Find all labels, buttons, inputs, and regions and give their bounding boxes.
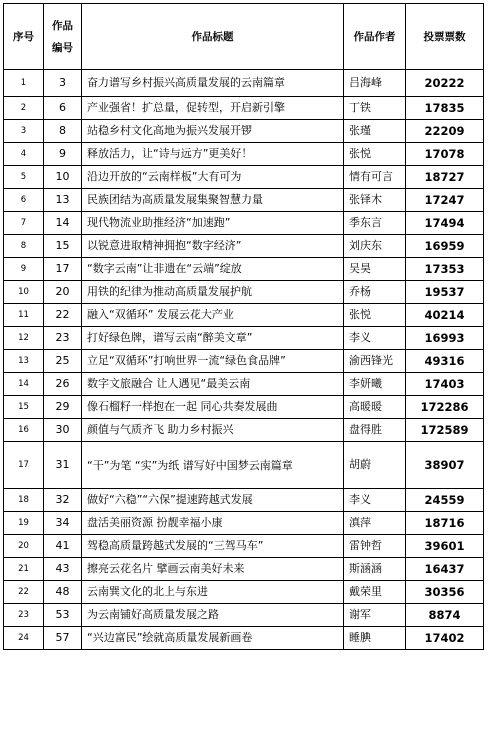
row-author: 李妍曦 (344, 373, 406, 396)
row-index: 8 (4, 235, 44, 258)
table-row (4, 627, 484, 650)
row-author: 乔杨 (344, 281, 406, 304)
table-row (4, 604, 484, 627)
row-code: 15 (44, 235, 82, 258)
table-row (4, 489, 484, 512)
row-votes: 49316 (406, 350, 484, 373)
table-row (4, 396, 484, 419)
header-code (44, 4, 82, 70)
table-row (4, 120, 484, 143)
row-code: 14 (44, 212, 82, 235)
row-votes: 16437 (406, 558, 484, 581)
row-title: 为云南铺好高质量发展之路 (82, 604, 344, 627)
row-author: 吕海峰 (344, 70, 406, 97)
row-index: 23 (4, 604, 44, 627)
row-author: 张瑾 (344, 120, 406, 143)
table-row (4, 327, 484, 350)
row-votes: 17402 (406, 627, 484, 650)
row-index: 15 (4, 396, 44, 419)
row-index: 13 (4, 350, 44, 373)
row-author: 盘得胜 (344, 419, 406, 442)
table-row (4, 350, 484, 373)
table-row (4, 281, 484, 304)
row-title: 立足“双循环”打响世界一流“绿色食品牌” (82, 350, 344, 373)
row-code: 10 (44, 166, 82, 189)
row-votes: 17403 (406, 373, 484, 396)
row-index: 9 (4, 258, 44, 281)
row-title: “兴边富民”绘就高质量发展新画卷 (82, 627, 344, 650)
table-body (4, 70, 484, 650)
row-code: 34 (44, 512, 82, 535)
row-code: 57 (44, 627, 82, 650)
row-index: 11 (4, 304, 44, 327)
row-index: 17 (4, 442, 44, 489)
table-row (4, 304, 484, 327)
row-title: 数字文旅融合 让人遇见“最美云南 (82, 373, 344, 396)
row-votes: 172286 (406, 396, 484, 419)
row-author: 张悦 (344, 143, 406, 166)
row-index: 18 (4, 489, 44, 512)
table-row (4, 535, 484, 558)
row-title: 打好绿色牌，谱写云南“醉美文章” (82, 327, 344, 350)
row-title: 以锐意进取精神拥抱“数字经济” (82, 235, 344, 258)
table-row (4, 189, 484, 212)
row-votes: 17247 (406, 189, 484, 212)
header-index: 序号 (4, 4, 44, 70)
row-code: 48 (44, 581, 82, 604)
row-author: 李义 (344, 489, 406, 512)
table-row (4, 442, 484, 489)
header-row (4, 4, 484, 70)
vote-results-table (3, 3, 484, 650)
table-row (4, 97, 484, 120)
table-row (4, 581, 484, 604)
table-row (4, 419, 484, 442)
table-row (4, 512, 484, 535)
row-code: 41 (44, 535, 82, 558)
row-title: 云南巽文化的北上与东进 (82, 581, 344, 604)
row-code: 43 (44, 558, 82, 581)
row-code: 23 (44, 327, 82, 350)
row-votes: 17353 (406, 258, 484, 281)
row-title: 释放活力，让“诗与远方”更美好！ (82, 143, 344, 166)
row-votes: 22209 (406, 120, 484, 143)
row-title: 融入“双循环” 发展云花大产业 (82, 304, 344, 327)
row-code: 30 (44, 419, 82, 442)
row-index: 14 (4, 373, 44, 396)
row-title: 驾稳高质量跨越式发展的“三驾马车” (82, 535, 344, 558)
row-code: 20 (44, 281, 82, 304)
row-author: 睡腆 (344, 627, 406, 650)
row-votes: 24559 (406, 489, 484, 512)
row-votes: 30356 (406, 581, 484, 604)
table-row (4, 558, 484, 581)
row-author: 雷钟哲 (344, 535, 406, 558)
row-index: 6 (4, 189, 44, 212)
row-votes: 16993 (406, 327, 484, 350)
row-index: 12 (4, 327, 44, 350)
row-author: 戴荣里 (344, 581, 406, 604)
row-code: 31 (44, 442, 82, 489)
row-index: 1 (4, 70, 44, 97)
row-votes: 20222 (406, 70, 484, 97)
row-author: 渝西锋光 (344, 350, 406, 373)
header-code-line2: 编号 (52, 41, 73, 54)
row-code: 22 (44, 304, 82, 327)
row-author: 斯涵涵 (344, 558, 406, 581)
row-author: 情有可言 (344, 166, 406, 189)
row-code: 25 (44, 350, 82, 373)
row-votes: 40214 (406, 304, 484, 327)
header-author: 作品作者 (344, 4, 406, 70)
table-row (4, 143, 484, 166)
row-votes: 38907 (406, 442, 484, 489)
row-title: “干”为笔 “实”为纸 谱写好中国梦云南篇章 (82, 442, 344, 489)
row-index: 7 (4, 212, 44, 235)
row-votes: 18727 (406, 166, 484, 189)
row-votes: 17078 (406, 143, 484, 166)
row-author: 滇萍 (344, 512, 406, 535)
row-author: 胡蔚 (344, 442, 406, 489)
row-title: 盘活美丽资源 扮靓幸福小康 (82, 512, 344, 535)
row-code: 3 (44, 70, 82, 97)
row-votes: 8874 (406, 604, 484, 627)
row-author: 谢军 (344, 604, 406, 627)
row-code: 26 (44, 373, 82, 396)
row-code: 53 (44, 604, 82, 627)
row-author: 丁铁 (344, 97, 406, 120)
row-title: 沿边开放的“云南样板”大有可为 (82, 166, 344, 189)
table-row (4, 235, 484, 258)
row-title: 颜值与气质齐飞 助力乡村振兴 (82, 419, 344, 442)
row-author: 高暖暖 (344, 396, 406, 419)
row-title: 用铁的纪律为推动高质量发展护航 (82, 281, 344, 304)
row-code: 9 (44, 143, 82, 166)
row-votes: 17835 (406, 97, 484, 120)
row-index: 22 (4, 581, 44, 604)
row-author: 刘庆东 (344, 235, 406, 258)
row-votes: 17494 (406, 212, 484, 235)
row-title: 奋力谱写乡村振兴高质量发展的云南篇章 (82, 70, 344, 97)
row-index: 19 (4, 512, 44, 535)
row-index: 16 (4, 419, 44, 442)
row-code: 32 (44, 489, 82, 512)
row-votes: 16959 (406, 235, 484, 258)
row-votes: 18716 (406, 512, 484, 535)
row-index: 3 (4, 120, 44, 143)
row-title: 擦亮云花名片 擘画云南美好未来 (82, 558, 344, 581)
table-row (4, 212, 484, 235)
row-author: 张铎木 (344, 189, 406, 212)
row-author: 张悦 (344, 304, 406, 327)
row-title: 像石榴籽一样抱在一起 同心共奏发展曲 (82, 396, 344, 419)
table-row (4, 70, 484, 97)
row-votes: 172589 (406, 419, 484, 442)
row-code: 17 (44, 258, 82, 281)
table-row (4, 166, 484, 189)
row-index: 10 (4, 281, 44, 304)
row-author: 李义 (344, 327, 406, 350)
row-title: “数字云南”让非遗在“云端”绽放 (82, 258, 344, 281)
row-index: 21 (4, 558, 44, 581)
row-index: 24 (4, 627, 44, 650)
row-votes: 19537 (406, 281, 484, 304)
header-votes: 投票票数 (406, 4, 484, 70)
row-code: 29 (44, 396, 82, 419)
row-title: 现代物流业助推经济“加速跑” (82, 212, 344, 235)
table-row (4, 258, 484, 281)
row-title: 产业强省！扩总量，促转型，开启新引擎 (82, 97, 344, 120)
row-index: 5 (4, 166, 44, 189)
row-author: 吴昊 (344, 258, 406, 281)
row-code: 6 (44, 97, 82, 120)
row-code: 8 (44, 120, 82, 143)
row-index: 2 (4, 97, 44, 120)
header-title: 作品标题 (82, 4, 344, 70)
row-author: 季东言 (344, 212, 406, 235)
table-row (4, 373, 484, 396)
row-title: 站稳乡村文化高地为振兴发展开锣 (82, 120, 344, 143)
row-votes: 39601 (406, 535, 484, 558)
row-code: 13 (44, 189, 82, 212)
row-index: 4 (4, 143, 44, 166)
row-title: 做好“六稳”“六保”提速跨越式发展 (82, 489, 344, 512)
header-code-line1: 作品 (52, 19, 73, 32)
row-title: 民族团结为高质量发展集聚智慧力量 (82, 189, 344, 212)
vote-results-table-container (3, 3, 484, 650)
row-index: 20 (4, 535, 44, 558)
